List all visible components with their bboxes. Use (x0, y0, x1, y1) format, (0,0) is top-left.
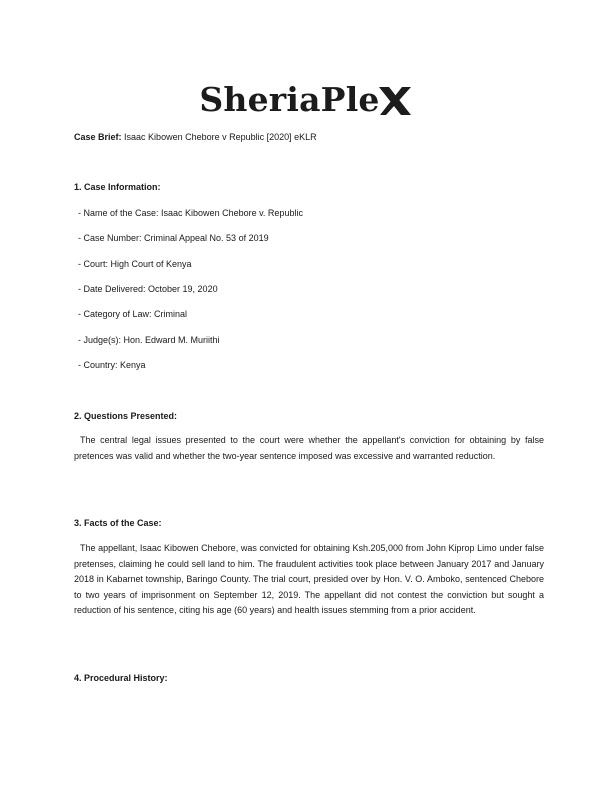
list-item: - Judge(s): Hon. Edward M. Muriithi (78, 335, 220, 345)
list-item: - Category of Law: Criminal (78, 309, 188, 319)
logo-text: SheriaPle (199, 79, 380, 119)
section-heading-procedural-history: 4. Procedural History: (74, 673, 168, 683)
facts-paragraph (74, 541, 544, 619)
case-brief-label: Case Brief: (74, 132, 122, 142)
questions-text: The central legal issues presented to the court were whether the appellant's conviction for obtaining by false pretences was valid and whether the two-year sentence imposed was excessive and warranted reduction. (74, 435, 544, 461)
questions-paragraph (74, 433, 544, 464)
case-brief-title: Isaac Kibowen Chebore v Republic [2020] eKLR (124, 132, 317, 142)
list-item: - Case Number: Criminal Appeal No. 53 of 2019 (78, 233, 269, 243)
facts-text: The appellant, Isaac Kibowen Chebore, was convicted for obtaining Ksh.205,000 from John Kiprop Limo under false pretenses, claiming he could sell land to him. The fraudulent activities took place between January 2017 and January 2018 in Kabarnet township, Baringo County. The trial court, presided over by Hon. V. O. Amboko, sentenced Chebore to two years of imprisonment on September 12, 2019. The appellant did not contest the conviction but sought a reduction of his sentence, citing his age (60 years) and health issues stemming from a prior accident. (74, 543, 544, 615)
list-item: - Date Delivered: October 19, 2020 (78, 284, 218, 294)
sheriaplex-logo (0, 74, 612, 124)
list-item: - Court: High Court of Kenya (78, 259, 192, 269)
section-heading-facts: 3. Facts of the Case: (74, 518, 162, 528)
x-logo-icon (377, 83, 413, 119)
case-brief-line (74, 131, 317, 143)
section-heading-case-information: 1. Case Information: (74, 182, 161, 192)
list-item: - Name of the Case: Isaac Kibowen Chebore v. Republic (78, 208, 303, 218)
section-heading-questions-presented: 2. Questions Presented: (74, 411, 178, 421)
list-item: - Country: Kenya (78, 360, 146, 370)
